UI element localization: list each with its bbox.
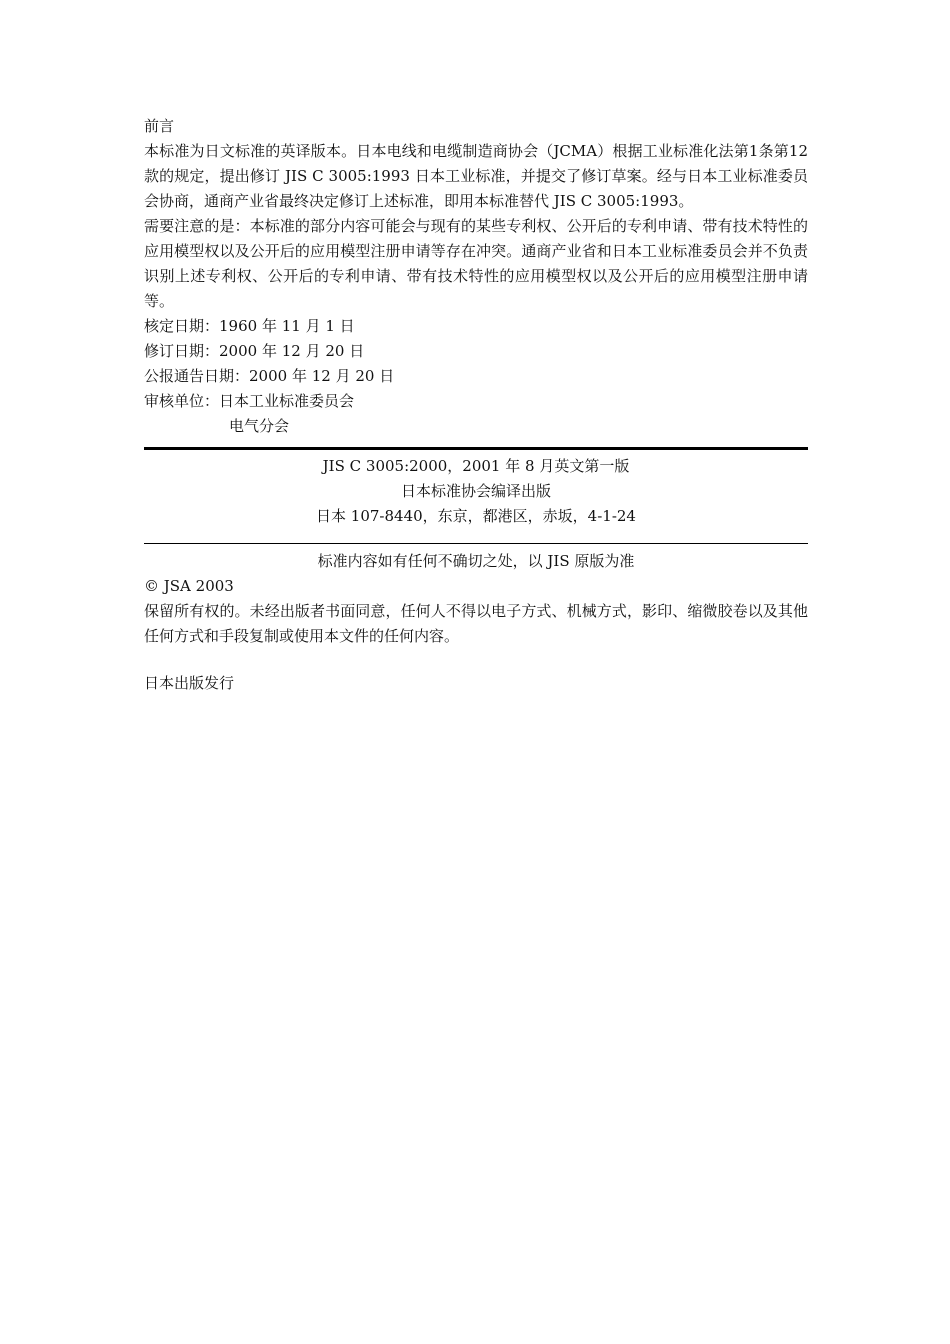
publication-edition: JIS C 3005:2000，2001 年 8 月英文第一版 <box>322 457 630 475</box>
date-established: 核定日期：1960 年 11 月 1 日 <box>144 317 355 335</box>
divider-thin <box>144 543 808 544</box>
rights-statement: 保留所有权的。未经出版者书面同意，任何人不得以电子方式、机械方式，影印、缩微胶卷以及其他任何方式和手段复制或使用本文件的任何内容。 <box>144 602 808 645</box>
printed-in: 日本出版发行 <box>144 674 235 692</box>
date-announced: 公报通告日期：2000 年 12 月 20 日 <box>144 367 395 385</box>
publication-publisher: 日本标准协会编译出版 <box>400 482 551 500</box>
publication-block <box>144 450 808 543</box>
foreword-paragraph-1: 本标准为日文标准的英译版本。日本电线和电缆制造商协会（JCMA）根据工业标准化法第1条第12款的规定，提出修订 JIS C 3005:1993 日本工业标准，并提交了修订草案。经与日本工业标准委员会协商，通商产业省最终决定修订上述标准，即用本标准替代 JIS C 3005:1993。 <box>144 142 808 210</box>
publication-address: 日本 107-8440，东京，都港区，赤坂，4-1-24 <box>316 507 636 525</box>
spacer <box>144 649 808 671</box>
document-page <box>144 114 808 696</box>
date-revised: 修订日期：2000 年 12 月 20 日 <box>144 342 365 360</box>
copyright-line: © JSA 2003 <box>144 577 234 595</box>
foreword-paragraph-2: 需要注意的是：本标准的部分内容可能会与现有的某些专利权、公开后的专利申请、带有技术特性的应用模型权以及公开后的应用模型注册申请等存在冲突。通商产业省和日本工业标准委员会并不负责识别上述专利权、公开后的专利申请、带有技术特性的应用模型权以及公开后的应用模型注册申请等。 <box>144 217 808 310</box>
reviewing-committee: 审核单位：日本工业标准委员会 <box>144 392 355 410</box>
authority-notice: 标准内容如有任何不确切之处，以 JIS 原版为准 <box>317 552 635 570</box>
foreword-heading: 前言 <box>144 117 175 135</box>
reviewing-division: 电气分会 <box>229 417 290 435</box>
